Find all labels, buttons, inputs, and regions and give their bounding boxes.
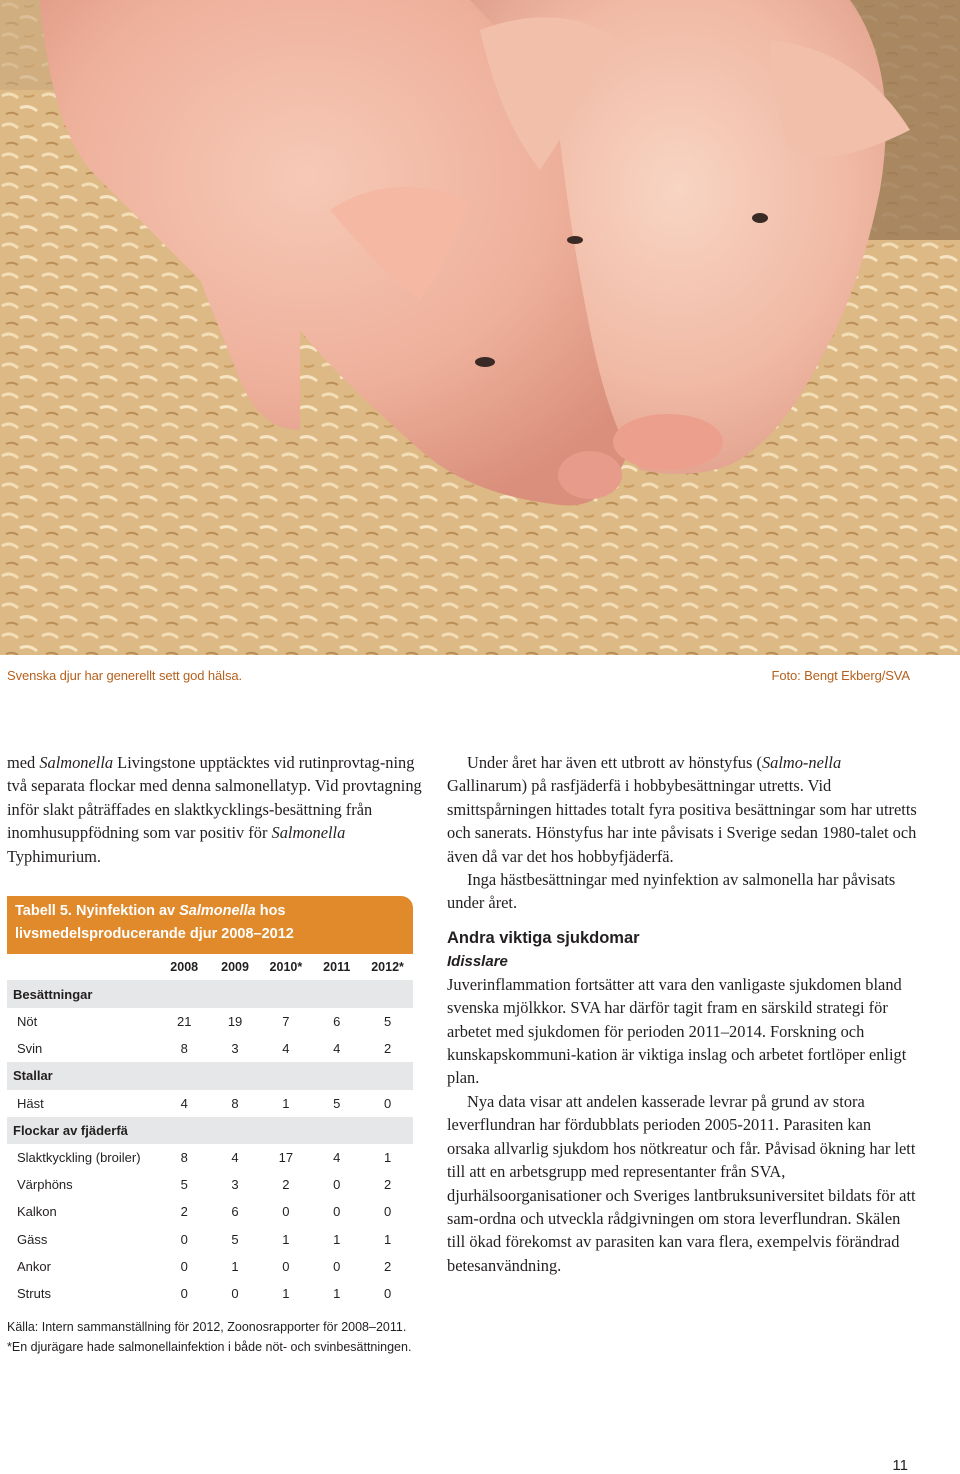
table-cell: 5: [180, 1177, 188, 1193]
table-group-label: Flockar av fjäderfä: [13, 1122, 128, 1138]
table-header-row: [7, 954, 413, 980]
table-row: [7, 1171, 413, 1198]
table-row: [7, 1226, 413, 1253]
table-cell: 0: [282, 1258, 290, 1274]
table-group-row: [7, 980, 413, 1008]
table-cell: 0: [333, 1204, 341, 1220]
year-header: 2011: [323, 960, 351, 974]
piglets-illustration: [0, 0, 960, 655]
right-column: [447, 751, 917, 1277]
table-cell: 4: [180, 1095, 188, 1111]
table-cell: 2: [383, 1258, 392, 1274]
table-row: [7, 1280, 413, 1307]
photo-two-piglets: [0, 0, 960, 655]
table-cell: 19: [227, 1014, 243, 1030]
table-group-row: [7, 1062, 413, 1089]
table-cell: 4: [231, 1150, 239, 1166]
table-row: [7, 1008, 413, 1035]
table-cell: 21: [176, 1014, 192, 1030]
year-header: 2008: [170, 960, 199, 974]
table-row-label: Kalkon: [17, 1204, 57, 1220]
right-paragraph: Under året har även ett utbrott av hönstyfus (Salmo-nella Gallinarum) på rasfjäderfä i hobbybesättningar utretts. Vid smittspårningen hittades totalt fyra positiva besättningar som har utretts och sanerats. Hönstyfus har inte påvisats i Sverige sedan 1980-talet och även då var det hos hobbyfjäderfä.: [447, 753, 917, 866]
table-row: [7, 1253, 413, 1280]
table-cell: 17: [278, 1150, 294, 1166]
table-cell: 4: [282, 1041, 290, 1057]
photo-caption: Svenska djur har generellt sett god hälsa.: [7, 668, 242, 683]
table-cell: 6: [231, 1204, 239, 1220]
table-row-label: Nöt: [17, 1014, 38, 1030]
table-row: [7, 1198, 413, 1225]
right-paragraph: Inga hästbesättningar med nyinfektion av salmonella har påvisats under året.: [447, 870, 896, 913]
right-paragraph: Nya data visar att andelen kasserade levrar på grund av stora leverflundran har fördubblats perioden 2005-2011. Parasiten kan orsaka allvarlig sjukdom hos nötkreatur och får. Påvisad ökning har lett till att en arbetsgrupp med representanter från SVA, djurhälsoorganisationer och Sveriges lantbruksuniversitet bildats för att sam-ordna och utveckla rådgivningen om stora leverflundran. Skälen till ökad förekomst av parasiten kan vara flera, exempelvis förändrad betesanvändning.: [447, 1091, 916, 1275]
table-cell: 1: [383, 1231, 392, 1247]
table-cell: 0: [180, 1258, 188, 1274]
salmonella-table: [7, 896, 413, 1357]
table-cell: 5: [333, 1095, 341, 1111]
table-cell: 6: [333, 1014, 341, 1030]
table-title: Tabell 5. Nyinfektion av Salmonella hos livsmedelsproducerande djur 2008–2012: [7, 896, 413, 954]
section-subheading: Idisslare: [447, 952, 508, 970]
table-cell: 8: [180, 1150, 188, 1166]
table-cell: 4: [333, 1041, 341, 1057]
left-column: [7, 751, 427, 868]
table-cell: 0: [333, 1177, 341, 1193]
table-cell: 5: [231, 1231, 239, 1247]
table-cell: 0: [383, 1204, 392, 1220]
table-row-label: Svin: [17, 1041, 43, 1057]
table-cell: 7: [282, 1014, 290, 1030]
table-cell: 0: [231, 1285, 239, 1301]
table-cell: 1: [231, 1258, 239, 1274]
table-cell: 1: [282, 1095, 290, 1111]
table-cell: 5: [383, 1014, 392, 1030]
table-row-label: Slaktkyckling (broiler): [17, 1150, 141, 1166]
photo-credit: Foto: Bengt Ekberg/SVA: [771, 668, 910, 683]
table-cell: 1: [333, 1231, 341, 1247]
table-group-label: Besättningar: [13, 986, 93, 1002]
table-cell: 0: [180, 1285, 188, 1301]
table-cell: 3: [231, 1041, 239, 1057]
table-cell: 1: [383, 1150, 392, 1166]
table-row: [7, 1035, 413, 1062]
table-row-label: Ankor: [17, 1258, 51, 1274]
table-cell: 0: [333, 1258, 341, 1274]
table-cell: 1: [282, 1231, 290, 1247]
table-row: [7, 1144, 413, 1171]
table-cell: 2: [383, 1177, 392, 1193]
left-paragraph: med Salmonella Livingstone upptäcktes vid rutinprovtag-ning två separata flockar med denna salmonellatyp. Vid provtagning inför slakt påträffades en slaktkycklings-besättning från inomhusuppfödning som var positiv för Salmonella Typhimurium.: [7, 753, 422, 866]
table-group-row: [7, 1117, 413, 1144]
table-cell: 2: [180, 1204, 188, 1220]
table-row-label: Gäss: [17, 1231, 48, 1247]
right-paragraph: Juverinflammation fortsätter att vara den vanligaste sjukdomen bland svenska mjölkkor. SVA har därför tagit fram en särskild strategi för arbetet med sjukdomen för perioden 2011–2014. Forskning och kunskapskommuni-kation är viktiga inslag och arbetet fortlöper enligt plan.: [447, 974, 907, 1088]
table-cell: 0: [282, 1204, 290, 1220]
table-source: Källa: Intern sammanställning för 2012, Zoonosrapporter för 2008–2011. *En djurägare hade salmonellainfektion i både nöt- och svinbesättningen.: [7, 1317, 427, 1357]
year-header: 2009: [221, 960, 249, 974]
table-cell: 0: [180, 1231, 188, 1247]
table-body: [7, 980, 413, 1307]
table-cell: 4: [333, 1150, 341, 1166]
year-header: 2012*: [371, 960, 404, 974]
table-cell: 8: [231, 1095, 239, 1111]
section-heading: Andra viktiga sjukdomar: [447, 928, 640, 947]
table-row-label: Värphöns: [17, 1177, 73, 1193]
table-cell: 0: [383, 1095, 392, 1111]
table-cell: 2: [383, 1041, 392, 1057]
page-number: 11: [892, 1457, 908, 1474]
year-header: 2010*: [269, 960, 303, 974]
table-row-label: Struts: [17, 1285, 51, 1301]
table-row-label: Häst: [17, 1095, 44, 1111]
table-row: [7, 1090, 413, 1117]
table-cell: 0: [383, 1285, 392, 1301]
table-group-label: Stallar: [13, 1068, 53, 1084]
table-cell: 8: [180, 1041, 188, 1057]
table-cell: 1: [333, 1285, 341, 1301]
table-footnote: *En djurägare hade salmonellainfektion i både nöt- och svinbesättningen.: [7, 1340, 412, 1355]
table-cell: 2: [282, 1177, 290, 1193]
table-cell: 1: [282, 1285, 290, 1301]
table-cell: 3: [231, 1177, 239, 1193]
